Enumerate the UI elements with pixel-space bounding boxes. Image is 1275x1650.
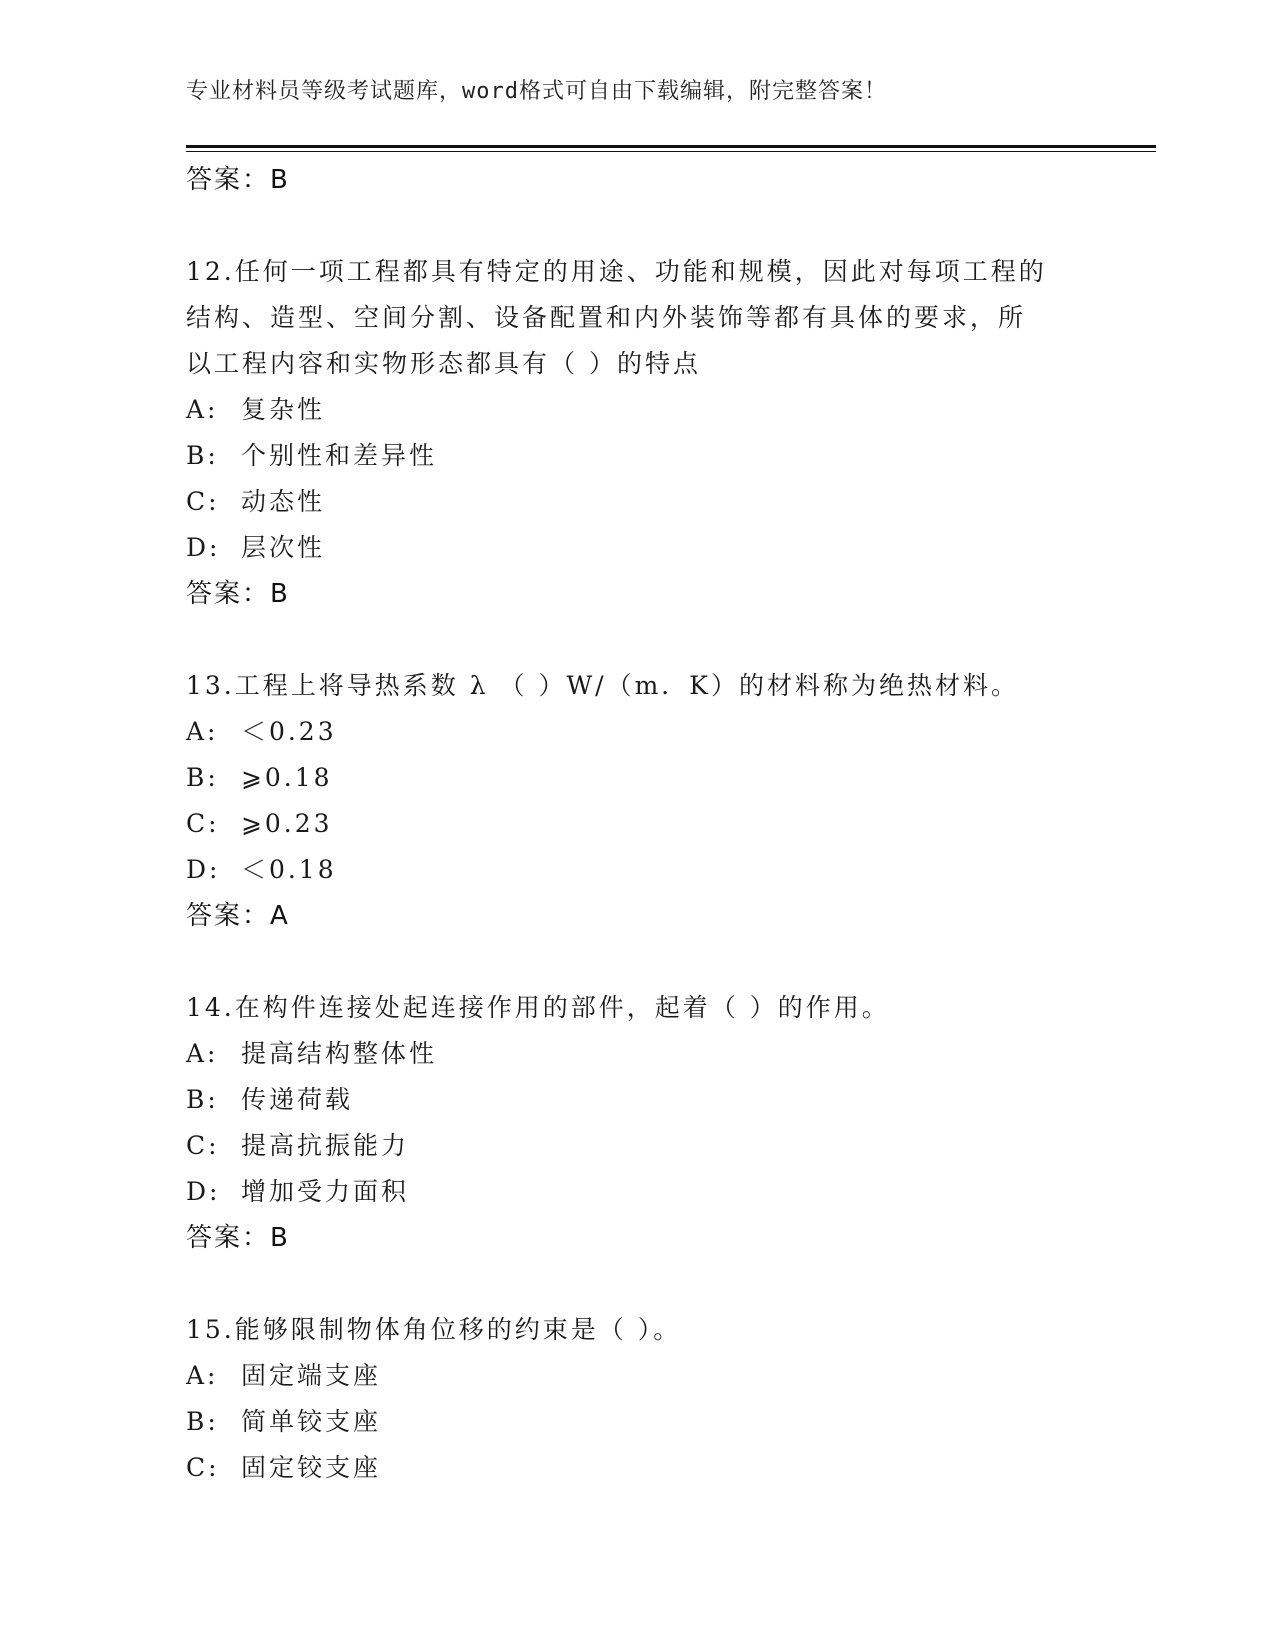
question-item bbox=[186, 617, 1086, 939]
answer-option bbox=[186, 1445, 1086, 1491]
option-label: D: bbox=[186, 855, 221, 884]
header-rule-thick bbox=[186, 145, 1156, 148]
option-label: B: bbox=[186, 763, 219, 792]
question-stem-line: 结构、造型、空间分割、设备配置和内外装饰等都有具体的要求，所 bbox=[186, 303, 1027, 332]
answer-option bbox=[186, 1123, 1086, 1169]
option-text: ⩾0.18 bbox=[240, 763, 333, 792]
question-item bbox=[186, 203, 1086, 617]
question-stem-line: 14.在构件连接处起连接作用的部件，起着（ ）的作用。 bbox=[186, 993, 890, 1022]
header-rule-thin bbox=[186, 151, 1156, 152]
question-stem-line: 12.任何一项工程都具有特定的用途、功能和规模，因此对每项工程的 bbox=[186, 257, 1047, 286]
option-label: C: bbox=[186, 487, 220, 516]
answer-option bbox=[186, 479, 1086, 525]
answer-line: 答案：A bbox=[186, 901, 290, 931]
question-item bbox=[186, 1261, 1086, 1491]
question-spacer bbox=[186, 617, 1086, 663]
answer-option bbox=[186, 1169, 1086, 1215]
question-stem-line: 以工程内容和实物形态都具有（ ）的特点 bbox=[186, 349, 701, 378]
option-text: 动态性 bbox=[240, 487, 325, 516]
answer-option bbox=[186, 847, 1086, 893]
option-text: 复杂性 bbox=[240, 395, 325, 424]
option-label: A: bbox=[186, 395, 219, 424]
answer-line: 答案：B bbox=[186, 579, 290, 609]
option-text: 固定端支座 bbox=[240, 1361, 381, 1390]
answer-line: 答案：B bbox=[186, 165, 290, 195]
option-text: 增加受力面积 bbox=[240, 1177, 409, 1206]
answer-option bbox=[186, 1353, 1086, 1399]
option-text: ＜0.18 bbox=[240, 855, 337, 884]
option-label: A: bbox=[186, 1361, 219, 1390]
question-spacer bbox=[186, 939, 1086, 985]
option-label: D: bbox=[186, 533, 221, 562]
option-text: ＜0.23 bbox=[240, 717, 337, 746]
option-text: 提高结构整体性 bbox=[240, 1039, 437, 1068]
option-label: B: bbox=[186, 1085, 219, 1114]
option-text: 传递荷载 bbox=[240, 1085, 353, 1114]
option-text: 层次性 bbox=[240, 533, 325, 562]
option-text: 提高抗振能力 bbox=[240, 1131, 409, 1160]
answer-option bbox=[186, 801, 1086, 847]
answer-option bbox=[186, 1077, 1086, 1123]
answer-option bbox=[186, 709, 1086, 755]
question-stem-line: 15.能够限制物体角位移的约束是（ ）。 bbox=[186, 1315, 682, 1344]
option-label: A: bbox=[186, 1039, 219, 1068]
option-text: 简单铰支座 bbox=[240, 1407, 381, 1436]
question-stem-line: 13.工程上将导热系数 λ （ ）W/（m．K）的材料称为绝热材料。 bbox=[186, 671, 1019, 700]
answer-option bbox=[186, 1031, 1086, 1077]
question-spacer bbox=[186, 1261, 1086, 1307]
option-text: 个别性和差异性 bbox=[240, 441, 437, 470]
answer-line: 答案：B bbox=[186, 1223, 290, 1253]
answer-option bbox=[186, 525, 1086, 571]
answer-option bbox=[186, 755, 1086, 801]
page-header: 专业材料员等级考试题库，word格式可自由下载编辑，附完整答案！ bbox=[186, 79, 887, 104]
question-list bbox=[186, 157, 1086, 1491]
option-label: C: bbox=[186, 1131, 220, 1160]
option-label: C: bbox=[186, 1453, 220, 1482]
answer-option bbox=[186, 1399, 1086, 1445]
option-text: 固定铰支座 bbox=[240, 1453, 381, 1482]
question-spacer bbox=[186, 203, 1086, 249]
option-label: B: bbox=[186, 1407, 219, 1436]
question-item bbox=[186, 939, 1086, 1261]
answer-option bbox=[186, 433, 1086, 479]
option-label: C: bbox=[186, 809, 220, 838]
option-text: ⩾0.23 bbox=[240, 809, 333, 838]
option-label: A: bbox=[186, 717, 219, 746]
option-label: B: bbox=[186, 441, 219, 470]
answer-option bbox=[186, 387, 1086, 433]
option-label: D: bbox=[186, 1177, 221, 1206]
